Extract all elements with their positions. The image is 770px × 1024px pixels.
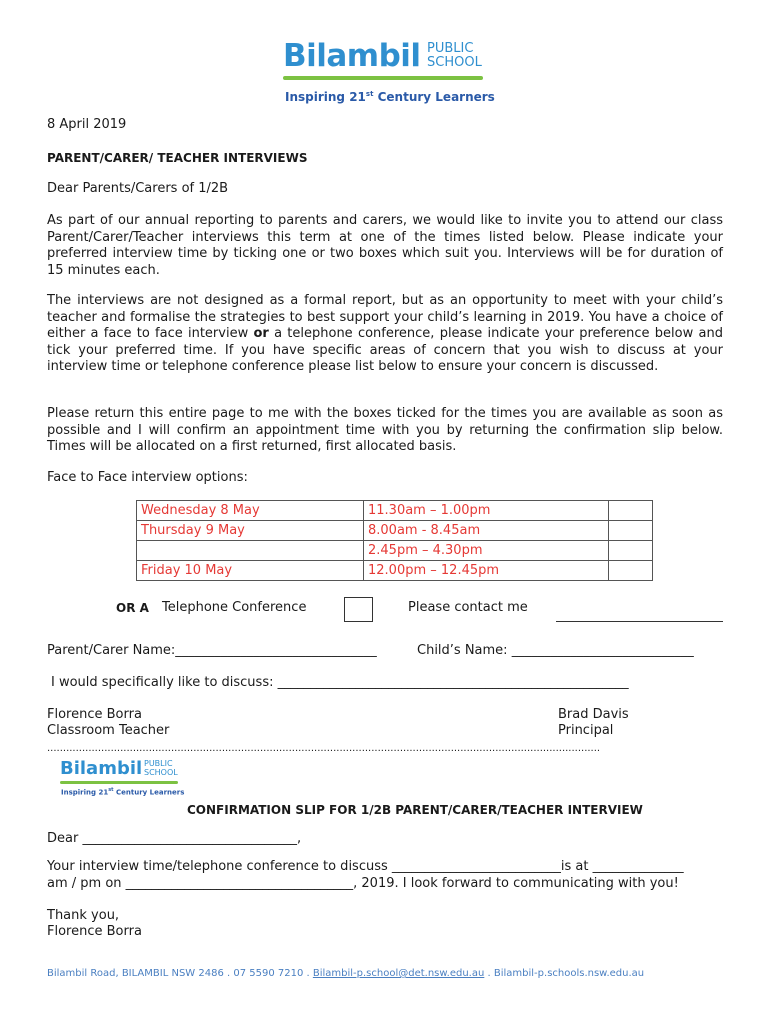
option-checkbox[interactable] xyxy=(609,501,653,521)
table-row xyxy=(137,501,653,521)
logo-sub-school: SCHOOL xyxy=(427,55,482,70)
logo-swoosh xyxy=(60,781,178,784)
table-row xyxy=(137,561,653,581)
paragraph-3: Please return this entire page to me with the boxes ticked for the times you are available as soon as possible and I will confirm an appointment time with you by returning the confirmation slip below. Times will be allocated on a first returned, first allocated basis. xyxy=(47,406,723,454)
paragraph-1: As part of our annual reporting to parents and carers, we would like to invite you to attend our class Parent/Carer/Teacher interviews this term at one of the times listed below. Please indicate your preferred interview time by ticking one or two boxes which suit you. Interviews will be for duration of 15 minutes each. xyxy=(47,213,723,278)
interview-options-table xyxy=(136,500,653,581)
telephone-label: Telephone Conference xyxy=(162,600,307,615)
logo-sub-public: PUBLIC xyxy=(427,41,474,56)
logo-swoosh xyxy=(283,76,483,80)
option-day: Wednesday 8 May xyxy=(137,501,364,521)
logo-sub-public: PUBLIC xyxy=(144,759,173,768)
parent-name-field[interactable]: Parent/Carer Name:_______________________________ xyxy=(47,643,377,658)
slip-dear-field[interactable]: Dear _________________________________, xyxy=(47,831,302,846)
logo-name: Bilambil xyxy=(283,38,421,74)
option-day: Thursday 9 May xyxy=(137,521,364,541)
child-name-field[interactable]: Child’s Name: ____________________________ xyxy=(417,643,694,658)
contact-line[interactable] xyxy=(556,621,723,622)
logo-tagline: Inspiring 21st Century Learners xyxy=(285,90,495,104)
cut-line: .............................................................................................................................................................................. xyxy=(47,743,601,754)
logo-tagline: Inspiring 21st Century Learners xyxy=(61,787,185,797)
logo-name: Bilambil xyxy=(60,758,143,779)
option-time: 12.00pm – 12.45pm xyxy=(364,561,609,581)
closing-thanks: Thank you, xyxy=(47,908,120,923)
contact-label: Please contact me xyxy=(408,600,528,615)
option-day: Friday 10 May xyxy=(137,561,364,581)
logo-sub-school: SCHOOL xyxy=(144,768,178,777)
teacher-role: Classroom Teacher xyxy=(47,723,170,738)
option-checkbox[interactable] xyxy=(609,561,653,581)
slip-line-2[interactable]: am / pm on ___________________________________, 2019. I look forward to communicating with you! xyxy=(47,876,679,891)
option-checkbox[interactable] xyxy=(609,541,653,561)
footer-address: Bilambil Road, BILAMBIL NSW 2486 . 07 5590 7210 . xyxy=(47,968,313,979)
paragraph-2: The interviews are not designed as a formal report, but as an opportunity to meet with your child’s teacher and formalise the strategies to best support your child’s learning in 2019. You have a choice of either a face to face interview or a telephone conference, please indicate your preference below and tick your preferred time. If you have specific areas of concern that you wish to discuss at your interview time or telephone conference please list below to ensure your concern is discussed. xyxy=(47,293,723,374)
option-checkbox[interactable] xyxy=(609,521,653,541)
option-time: 11.30am – 1.00pm xyxy=(364,501,609,521)
principal-role: Principal xyxy=(558,723,614,738)
table-row xyxy=(137,541,653,561)
footer-website: . Bilambil-p.schools.nsw.edu.au xyxy=(484,968,645,979)
letter-heading: PARENT/CARER/ TEACHER INTERVIEWS xyxy=(47,151,308,165)
slip-line-1[interactable]: Your interview time/telephone conference to discuss __________________________is at ______________ xyxy=(47,859,684,874)
footer-email-link[interactable]: Bilambil-p.school@det.nsw.edu.au xyxy=(312,968,485,979)
slip-title: CONFIRMATION SLIP FOR 1/2B PARENT/CARER/TEACHER INTERVIEW xyxy=(187,803,643,817)
closing-name: Florence Borra xyxy=(47,924,142,939)
school-logo-small xyxy=(60,758,190,800)
option-time: 2.45pm – 4.30pm xyxy=(364,541,609,561)
teacher-name: Florence Borra xyxy=(47,707,142,722)
salutation: Dear Parents/Carers of 1/2B xyxy=(47,181,229,196)
or-a-label: OR A xyxy=(116,601,149,615)
table-row xyxy=(137,521,653,541)
discuss-field[interactable]: I would specifically like to discuss: ______________________________________________________ xyxy=(51,675,629,690)
options-label: Face to Face interview options: xyxy=(47,470,248,485)
school-logo xyxy=(283,38,498,110)
footer xyxy=(47,966,644,983)
principal-name: Brad Davis xyxy=(558,707,629,722)
option-day xyxy=(137,541,364,561)
letter-date: 8 April 2019 xyxy=(47,117,127,132)
option-time: 8.00am - 8.45am xyxy=(364,521,609,541)
telephone-checkbox[interactable] xyxy=(344,597,373,622)
